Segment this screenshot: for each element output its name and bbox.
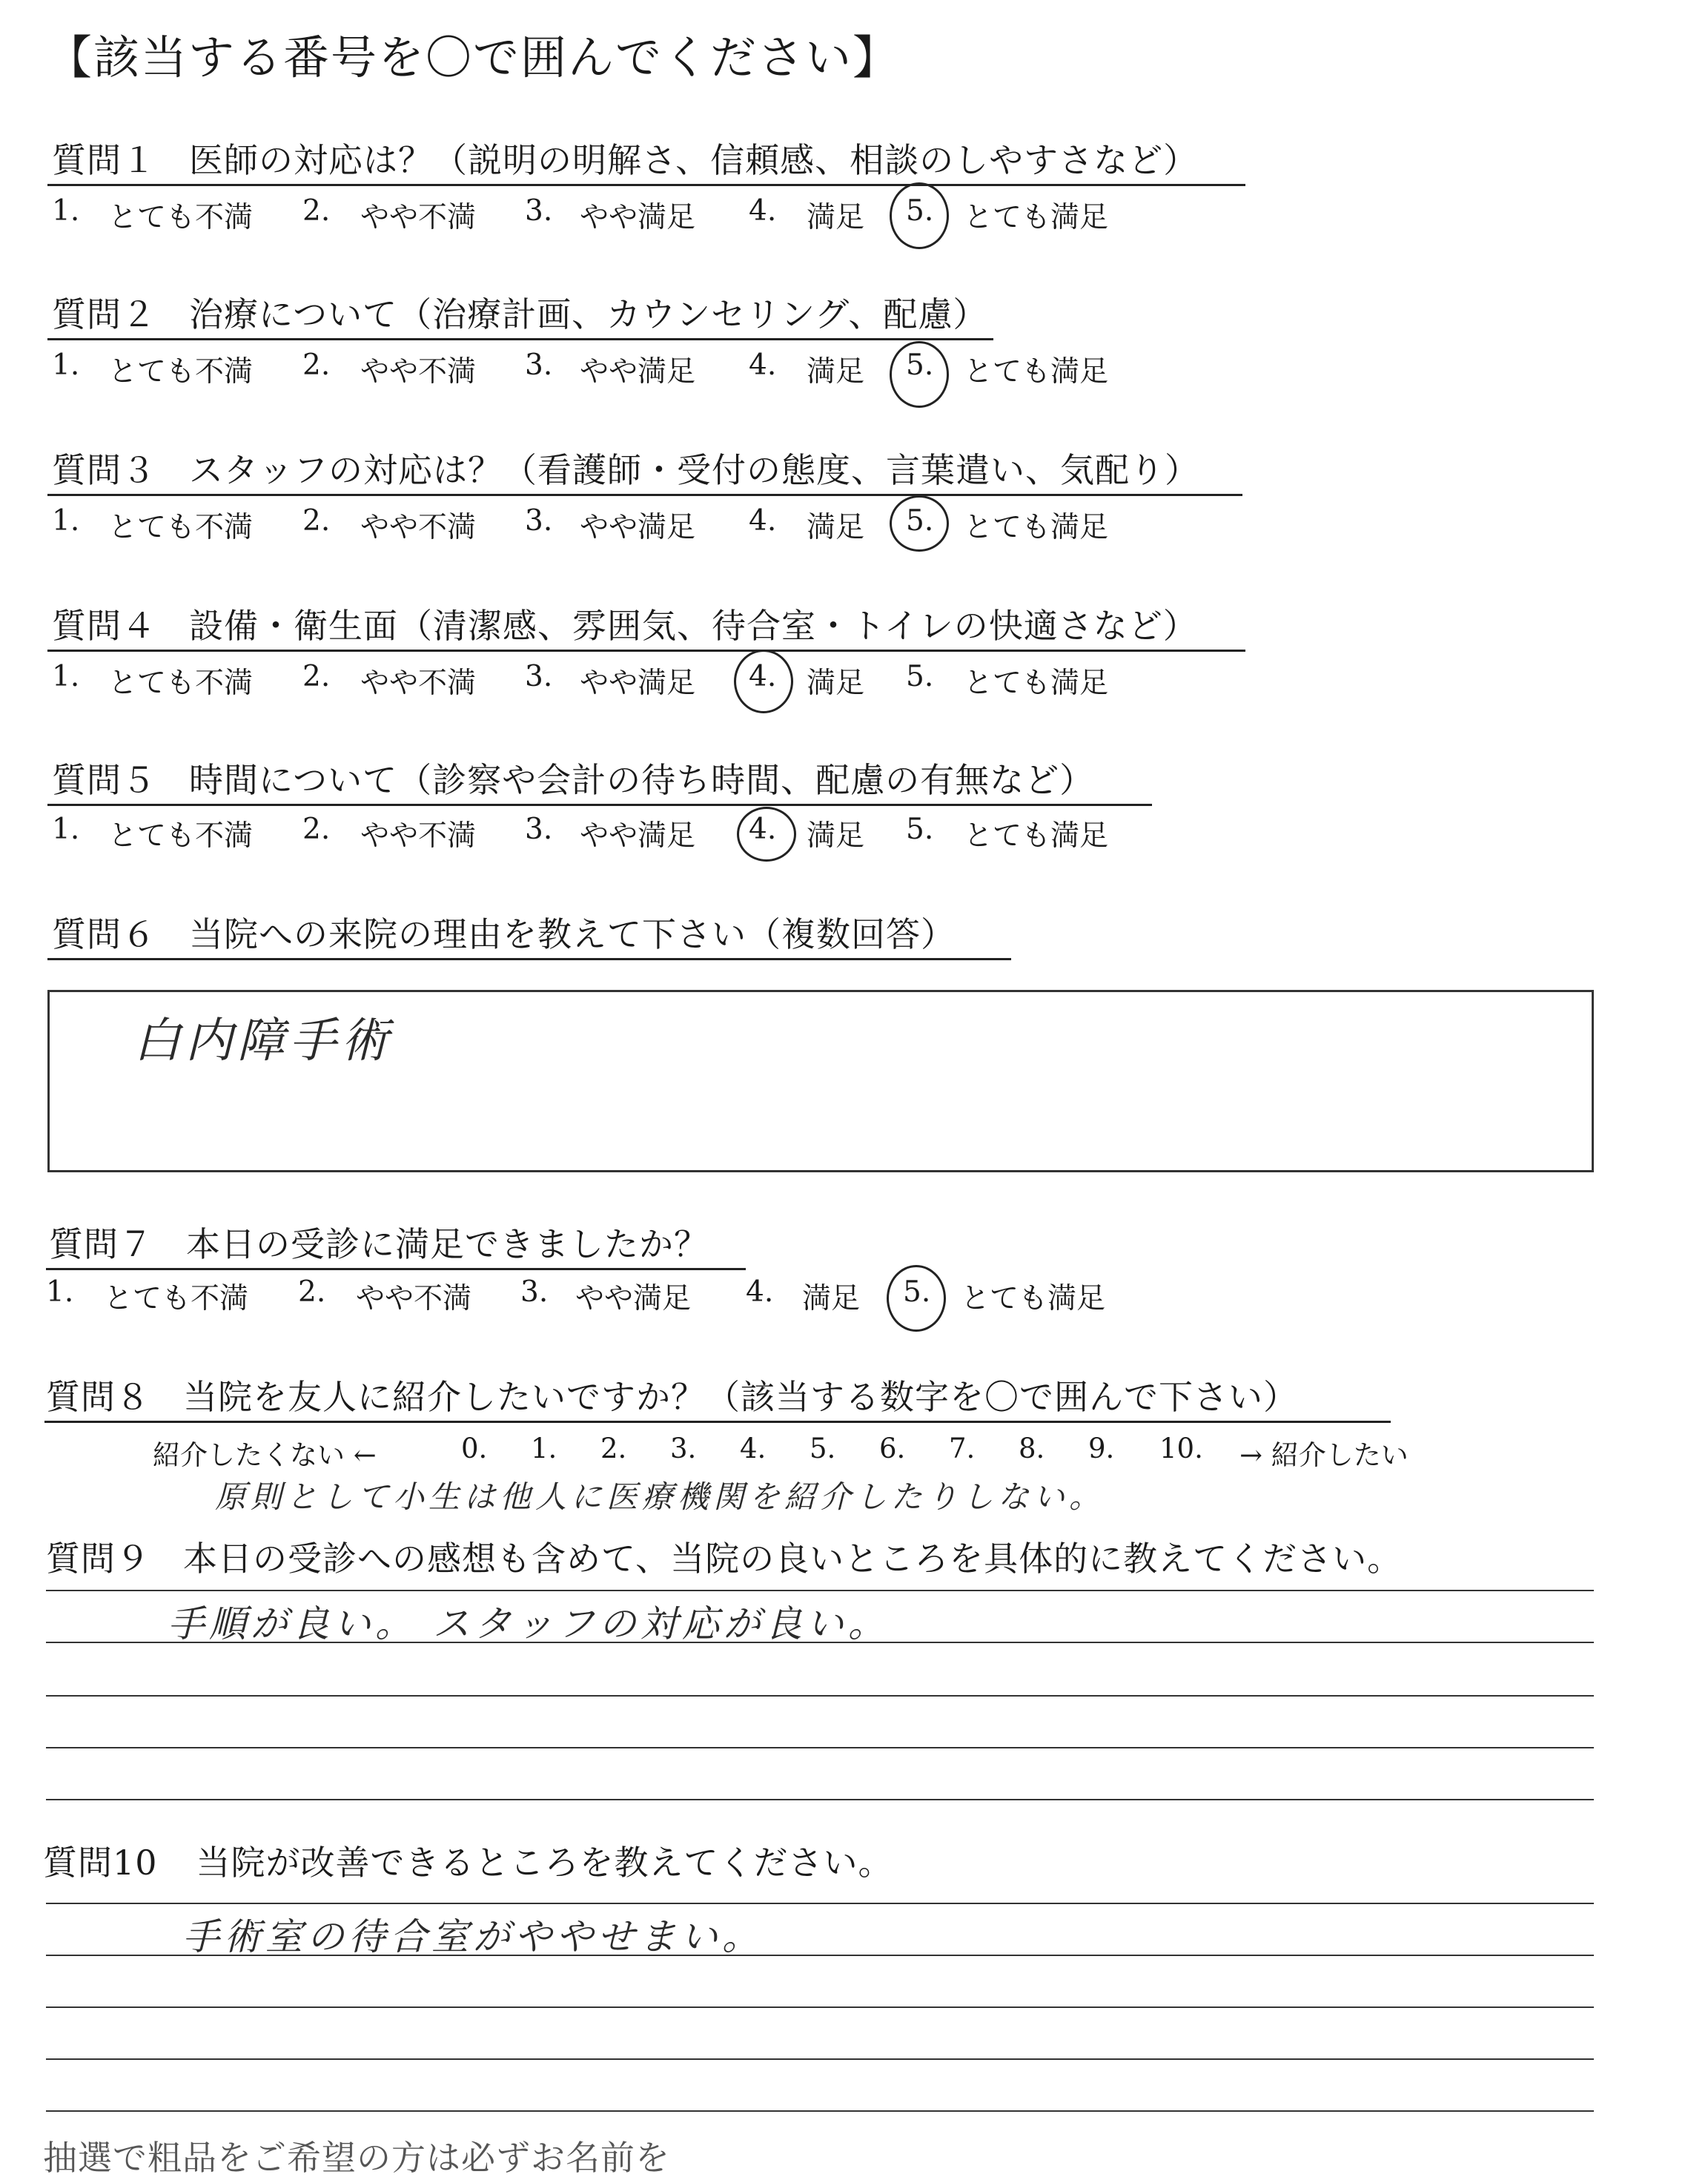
option-label: とても満足 <box>964 201 1109 234</box>
writing-line <box>46 2006 1594 2008</box>
option-label: 満足 <box>807 201 865 234</box>
question-6-title <box>52 908 956 957</box>
option-number: 2. <box>302 504 331 538</box>
option-label: やや満足 <box>580 667 696 700</box>
option-label: やや不満 <box>360 201 477 234</box>
option-number: 3. <box>525 194 553 228</box>
option-label: とても不満 <box>108 667 254 700</box>
question-number: 質問３ <box>52 450 156 490</box>
option-number: 1. <box>52 194 80 228</box>
option-number: 1. <box>52 813 80 846</box>
question-underline <box>46 1268 746 1270</box>
scale-value: 8. <box>1019 1433 1045 1464</box>
question-number: 質問８ <box>46 1377 150 1417</box>
handwritten-answer: 手順が良い。 スタッフの対応が良い。 <box>168 1602 890 1645</box>
question-number: 質問７ <box>49 1224 153 1264</box>
question-7-title <box>49 1218 709 1266</box>
option-number: 4. <box>746 1275 774 1309</box>
question-text: 当院への来院の理由を教えて下さい（複数回答） <box>189 914 956 954</box>
option-label: とても満足 <box>964 819 1109 853</box>
option-label: やや満足 <box>580 511 696 544</box>
option-number: 5. <box>906 660 934 693</box>
option-label: やや満足 <box>580 355 696 389</box>
option-label: やや不満 <box>360 819 477 853</box>
writing-line <box>46 2058 1594 2060</box>
option-label: やや不満 <box>360 355 477 389</box>
option-label: やや満足 <box>580 201 696 234</box>
answer-circle <box>737 807 796 862</box>
writing-line <box>46 1695 1594 1697</box>
option-number: 5. <box>906 349 934 382</box>
question-underline <box>47 958 1011 960</box>
option-label: 満足 <box>807 819 865 853</box>
handwritten-answer: 手術室の待合室がややせまい。 <box>182 1915 764 1958</box>
option-label: とても満足 <box>964 511 1109 544</box>
option-number: 1. <box>52 504 80 538</box>
question-number: 質問２ <box>52 294 156 334</box>
writing-line <box>46 1903 1594 1904</box>
option-label: やや不満 <box>360 667 477 700</box>
question-number: 質問６ <box>52 914 156 954</box>
question-text: 本日の受診に満足できましたか？ <box>186 1224 709 1264</box>
question-10-title <box>43 1836 893 1885</box>
option-number: 4. <box>749 813 777 846</box>
option-label: やや不満 <box>360 511 477 544</box>
option-label: とても不満 <box>108 511 254 544</box>
option-number: 5. <box>906 194 934 228</box>
scale-value: 6. <box>879 1433 906 1464</box>
scale-right-label: → 紹介したい <box>1239 1439 1409 1471</box>
question-number: 質問10 <box>43 1843 158 1883</box>
option-label: とても不満 <box>108 819 254 853</box>
question-5-title <box>52 753 1094 802</box>
option-number: 4. <box>749 504 777 538</box>
option-label: とても満足 <box>964 355 1109 389</box>
option-label: とても満足 <box>964 667 1109 700</box>
option-label: やや満足 <box>580 819 696 853</box>
option-number: 3. <box>525 504 553 538</box>
option-label: とても不満 <box>108 355 254 389</box>
scale-value: 1. <box>531 1433 557 1464</box>
option-number: 2. <box>302 349 331 382</box>
option-number: 5. <box>906 504 934 538</box>
scale-value: 5. <box>810 1433 836 1464</box>
question-9-title <box>46 1532 1402 1581</box>
option-number: 1. <box>46 1275 74 1309</box>
option-number: 2. <box>302 813 331 846</box>
scale-value: 10. <box>1159 1433 1203 1464</box>
option-number: 4. <box>749 349 777 382</box>
option-label: 満足 <box>807 667 865 700</box>
option-number: 3. <box>525 660 553 693</box>
question-text: 当院が改善できるところを教えてください。 <box>196 1843 893 1883</box>
option-number: 3. <box>525 813 553 846</box>
question-2-title <box>52 288 987 337</box>
form-instruction: 【該当する番号を〇で囲んでください】 <box>46 30 901 85</box>
scale-value: 4. <box>740 1433 767 1464</box>
scale-value: 2. <box>600 1433 627 1464</box>
option-label: 満足 <box>807 355 865 389</box>
handwritten-note: 原則として小生は他人に医療機関を紹介したりしない。 <box>215 1479 1105 1515</box>
question-text: 治療について（治療計画、カウンセリング、配慮） <box>189 294 988 334</box>
option-number: 4. <box>749 194 777 228</box>
option-number: 3. <box>525 349 553 382</box>
question-underline <box>44 1421 1391 1423</box>
answer-circle <box>887 1265 946 1332</box>
question-underline <box>47 338 993 340</box>
question-1-title <box>52 133 1198 182</box>
option-number: 2. <box>298 1275 326 1309</box>
option-number: 2. <box>302 660 331 693</box>
question-underline <box>47 184 1245 186</box>
question-number: 質問９ <box>46 1539 150 1579</box>
question-number: 質問１ <box>52 140 156 180</box>
writing-line <box>46 1955 1594 1956</box>
question-text: スタッフの対応は？（看護師・受付の態度、言葉遣い、気配り） <box>189 450 1199 490</box>
question-underline <box>47 650 1245 652</box>
question-underline <box>47 494 1242 496</box>
answer-circle <box>890 182 949 249</box>
question-text: 時間について（診察や会計の待ち時間、配慮の有無など） <box>189 760 1095 800</box>
question-text: 本日の受診への感想も含めて、当院の良いところを具体的に教えてください。 <box>183 1539 1403 1579</box>
scale-value: 3. <box>670 1433 697 1464</box>
answer-circle <box>890 341 949 408</box>
answer-circle <box>890 495 949 552</box>
question-number: 質問５ <box>52 760 156 800</box>
scale-value: 7. <box>949 1433 976 1464</box>
option-number: 2. <box>302 194 331 228</box>
option-number: 5. <box>906 813 934 846</box>
option-number: 1. <box>52 660 80 693</box>
writing-line <box>46 1642 1594 1643</box>
option-label: とても満足 <box>961 1282 1106 1315</box>
writing-line <box>46 1747 1594 1748</box>
option-number: 3. <box>520 1275 549 1309</box>
option-label: やや満足 <box>575 1282 692 1315</box>
option-label: とても不満 <box>104 1282 249 1315</box>
writing-line <box>46 1799 1594 1800</box>
option-label: とても不満 <box>108 201 254 234</box>
handwritten-answer: 白内障手術 <box>133 1014 393 1068</box>
scale-value: 0. <box>461 1433 488 1464</box>
question-4-title <box>52 599 1198 648</box>
option-number: 5. <box>903 1275 931 1309</box>
scale-left-label: 紹介したくない ← <box>153 1439 377 1471</box>
answer-circle <box>734 650 793 713</box>
question-text: 医師の対応は？（説明の明解さ、信頼感、相談のしやすさなど） <box>189 140 1199 180</box>
writing-line <box>46 1590 1594 1591</box>
question-number: 質問４ <box>52 606 156 646</box>
scale-value: 9. <box>1088 1433 1115 1464</box>
question-underline <box>47 804 1152 806</box>
option-label: 満足 <box>802 1282 861 1315</box>
question-text: 当院を友人に紹介したいですか？（該当する数字を〇で囲んで下さい） <box>183 1377 1298 1417</box>
writing-line <box>46 2110 1594 2112</box>
option-number: 1. <box>52 349 80 382</box>
option-number: 4. <box>749 660 777 693</box>
option-label: 満足 <box>807 511 865 544</box>
question-text: 設備・衛生面（清潔感、雰囲気、待合室・トイレの快適さなど） <box>189 606 1198 646</box>
question-3-title <box>52 443 1199 492</box>
question-8-title <box>46 1370 1298 1419</box>
option-label: やや不満 <box>356 1282 472 1315</box>
footer-text: 抽選で粗品をご希望の方は必ずお名前を <box>43 2138 670 2178</box>
